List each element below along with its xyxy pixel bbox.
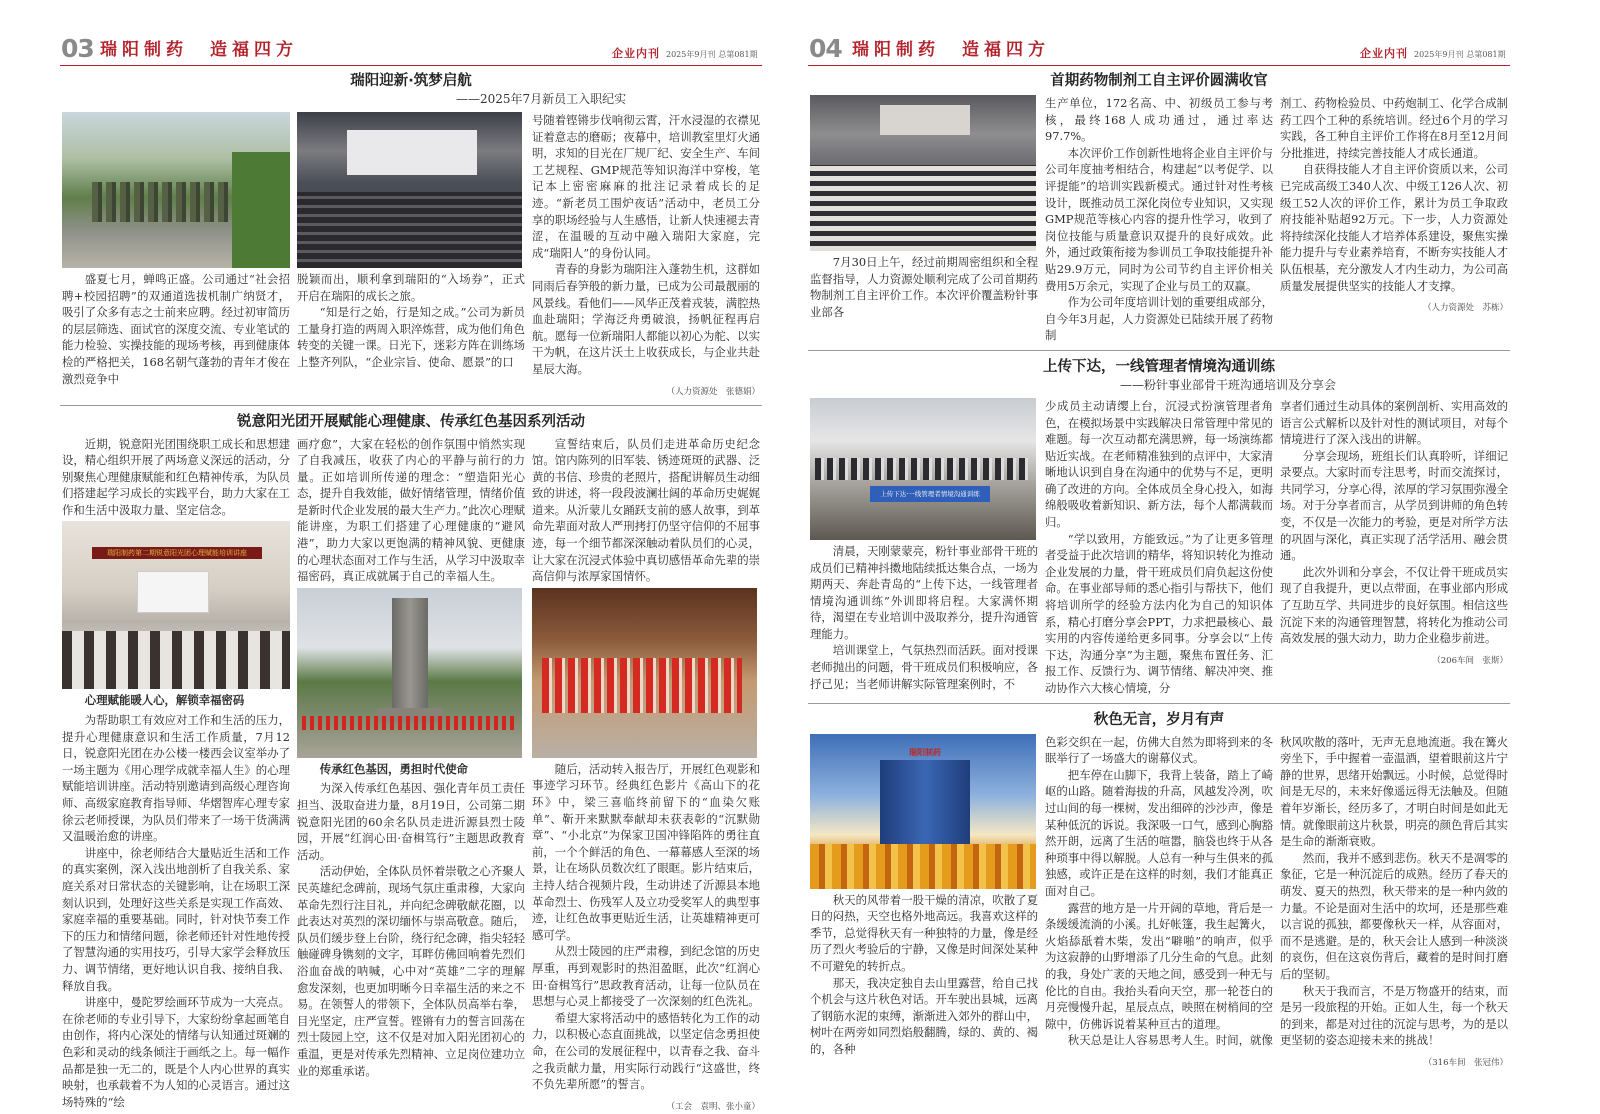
article-column bbox=[297, 780, 525, 1079]
paragraph: 青春的身影为瑞阳注入蓬勃生机，这群如同雨后春笋般的新力量，已成为公司最靓丽的风景线。看他们——风华正茂着戎装，满腔热血赴瑞阳；学海泛舟勇破浪，扬帆征程再启航。愿每一位新瑞阳人都能以初心为舵、以实干为帆，在这片沃土上收获成长，与企业共赴星辰大海。 bbox=[532, 262, 760, 376]
paragraph: 享者们通过生动具体的案例剖析、实用高效的语言公式解析以及针对性的测试项目，对每个情境进行了深入浅出的讲解。 bbox=[1280, 398, 1508, 447]
masthead-brand: 企业内刊 bbox=[1360, 47, 1408, 60]
article-body bbox=[808, 398, 1510, 697]
article-column bbox=[1280, 95, 1508, 294]
article-title: 秋色无言，岁月有声 bbox=[1093, 711, 1225, 728]
photo-banner: 瑞阳制药第二期锐意阳光团心理赋能培训讲座 bbox=[92, 547, 262, 559]
article-column bbox=[1045, 95, 1273, 344]
byline: （206车间 张斯） bbox=[1432, 655, 1508, 666]
byline: （人力资源处 张德娟） bbox=[666, 386, 760, 397]
article-column bbox=[62, 271, 290, 387]
byline: （工会 袁明、张小童） bbox=[666, 1101, 760, 1112]
article-column bbox=[532, 436, 760, 585]
article-column bbox=[1280, 398, 1508, 647]
paragraph: 分享会现场，班组长们认真聆听，详细记录要点。大家时而专注思考，时而交流探讨，共同学习，分享心得，浓厚的学习氛围弥漫全场。对于分享者而言，从学员到讲师的角色转变，不仅是一次能力的考验，更是对所学方法的巩固与深化，真正实现了活学活用、融会贯通。 bbox=[1280, 448, 1508, 563]
header-rule bbox=[60, 65, 762, 67]
paragraph: 秋天于我而言，不是万物盛开的结束，而是另一段旅程的开始。正如人生，每一个秋天的到来，都是对过往的沉淀与思考，为的是以更坚韧的姿态迎接未来的挑战！ bbox=[1280, 983, 1508, 1048]
paragraph: 画疗愈”，大家在轻松的创作氛围中悄然实现了自我减压，收获了内心的平静与前行的力量。正如培训所传递的理念：“塑造阳光心态，提升自我效能，做好情绪管理，情绪价值是新时代企业发展的最大生产力。”此次心理赋能讲座，为职工们搭建了心理健康的“避风港”，助力大家以更饱满的精神风貌、更健康的心理状态面对工作与生活，从学习中汲取幸福密码，真正成就属于自己的幸福人生。 bbox=[297, 436, 525, 584]
paragraph: 秋天总是让人容易思考人生。时间，就像 bbox=[1067, 1033, 1273, 1048]
paragraph: 讲座中，曼陀罗绘画环节成为一大亮点。在徐老师的专业引导下，大家纷纷拿起画笔自由创作，将内心深处的情绪与认知通过斑斓的色彩和灵动的线条倾注于画纸之上。每一幅作品都是独一无二的，既是个人内心世界的真实映射，也承载着不为人知的心灵语言。通过这场特殊的“绘 bbox=[62, 995, 290, 1109]
photo-banner: 上传下达·一线管理者情境沟通训练 bbox=[870, 486, 990, 502]
paragraph: 培训课堂上，气氛热烈而活跃。面对授课老师抛出的问题，骨干班成员们积极响应，各抒己见；当老师讲解实际管理案例时，不 bbox=[810, 643, 1038, 691]
page-04 bbox=[808, 0, 1510, 1070]
article-column bbox=[297, 436, 525, 585]
photo-memorial-hall bbox=[532, 588, 757, 758]
paragraph: 此次外训和分享会，不仅让骨干班成员实现了自我提升，更以点带面，在事业部内形成了互助互学、共同进步的良好氛围。相信这些沉淀下来的沟通管理智慧，将转化为推动公司高效发展的强大动力，助力企业稳步前进。 bbox=[1280, 564, 1508, 646]
paragraph: 为深入传承红色基因、强化青年员工责任担当、汲取奋进力量，8月19日，公司第二期锐意阳光团的60余名队员走进沂源县烈士陵园，开展“红润心田·奋楫笃行”主题思政教育活动。 bbox=[297, 781, 525, 862]
article-column bbox=[62, 436, 290, 519]
paragraph: 少成员主动请缨上台，沉浸式扮演管理者角色，在模拟场景中实践解决日常管理中常见的难题。每一次互动都充满思辨，每一场演练都贴近实战。在老师精准独到的点评中，大家清晰地认识到自身在沟通中的优势与不足，更明确了改进的方向。全体成员全身心投入，如海绵般吸收着新知识、新方法，每个人都满载而归。 bbox=[1045, 398, 1273, 530]
photo-autumn-building bbox=[810, 734, 1036, 889]
article-column bbox=[810, 543, 1038, 692]
paragraph: 把车停在山脚下，我背上装备，踏上了崎岖的山路。随着海拔的升高，风越发冷冽，吹过山间的每一棵树，发出细碎的沙沙声，像是某种低沉的诉说。我深吸一口气，感到心胸豁然开朗，远离了生活的喧嚣，脑袋也终于从各种琐事中得以解脱。人总有一种与生俱来的孤独感，或许正是在这样的时刻，我们才能真正面对自己。 bbox=[1045, 767, 1273, 898]
article-divider bbox=[808, 703, 1510, 704]
header-rule bbox=[808, 65, 1510, 67]
article-column bbox=[1280, 734, 1508, 1049]
photo-training-group bbox=[810, 398, 1036, 540]
article-subtitle: ——2025年7月新员工入职纪实 bbox=[456, 92, 627, 106]
paragraph: 随后，活动转入报告厅，开展红色观影和事迹学习环节。经典红色影片《高山下的花环》中，梁三喜临终前留下的“血染欠账单”、靳开来默默奉献却未获表彰的“沉默勋章”、“小北京”为保家卫国冲锋陷阵的勇往直前，一个个鲜活的角色、一幕幕感人至深的场景，让在场队员数次红了眼眶。影片结束后，主持人结合视频片段，生动讲述了沂源县本地革命烈士、伤残军人及立功受奖军人的典型事迹，让红色故事更贴近生活，让英雄精神更可感可学。 bbox=[532, 761, 760, 942]
section-heading: 传承红色基因，勇担时代使命 bbox=[319, 761, 468, 776]
paragraph: “知是行之始，行是知之成。”公司为新员工量身打造的两周入职淬炼营，成为他们角色转变的关键一课。日光下，迷彩方阵在训练场上整齐列队，“企业宗旨、使命、愿景”的口 bbox=[297, 305, 525, 369]
photo-sign: 瑞阳制药 bbox=[909, 746, 941, 757]
page-03 bbox=[60, 0, 762, 1114]
byline: （人力资源处 苏栋） bbox=[1422, 303, 1508, 314]
article-title: 瑞阳迎新·筑梦启航 bbox=[350, 73, 472, 89]
page-number: 04 bbox=[809, 34, 842, 63]
photo-military-training bbox=[62, 112, 290, 268]
article-title: 锐意阳光团开展赋能心理健康、传承红色基因系列活动 bbox=[237, 413, 585, 430]
masthead-slogan: 瑞阳制药 造福四方 bbox=[852, 40, 1050, 60]
page-header bbox=[808, 0, 1510, 66]
article-divider bbox=[60, 405, 762, 406]
section-heading: 心理赋能暖人心，解锁幸福密码 bbox=[84, 693, 245, 708]
paragraph: 自获得技能人才自主评价资质以来，公司已完成高级工340人次、中级工126人次、初级工52人次的评价工作，累计为员工争取政府技能补贴超92万元。下一步，人力资源处将持续深化技能人才培养体系建设，聚焦实操能力提升与专业素养培育，不断夯实技能人才队伍根基，充分激发人才内生动力，为公司高质量发展提供坚实的技能人才支撑。 bbox=[1280, 162, 1508, 293]
article-title: 上传下达，一线管理者情境沟通训练 bbox=[1043, 358, 1275, 375]
photo-martyrs-monument bbox=[297, 588, 522, 758]
page-header bbox=[60, 0, 762, 66]
paragraph: 希望大家将活动中的感悟转化为工作的动力，以积极心态直面挑战，以坚定信念勇担使命，在公司的发展征程中，以青春之我、奋斗之我贡献力量，用实际行动践行“这盛世，终不负先辈所愿”的誓言。 bbox=[532, 1010, 760, 1092]
article-column bbox=[810, 892, 1038, 1058]
masthead-issue: 企业内刊 2025年9月刊 总第081期 bbox=[612, 47, 758, 60]
article-body bbox=[808, 95, 1510, 344]
paragraph: 本次评价工作创新性地将企业自主评价与公司年度抽考相结合，构建起“以考促学、以评提能”的培训实践新模式。通过针对性考核设计，既推动员工深化岗位专业知识，又实现GMP规范等核心内容的提升性学习，收到了岗位技能与质量意识双提升的良好成效。此外，通过政策衔接为参训员工争取技能提升补贴29.9万元，同时为公司节约自主评价相关费用5万余元，实现了企业与员工的双赢。 bbox=[1045, 145, 1273, 293]
article-column bbox=[297, 271, 525, 371]
paragraph: 宣誓结束后，队员们走进革命历史纪念馆。馆内陈列的旧军装、锈迹斑斑的武器、泛黄的书信、珍贵的老照片，搭配讲解员生动细致的讲述，将一段段波澜壮阔的革命历史娓娓道来。从沂蒙儿女踊跃支前的感人故事，到革命先辈面对敌人严刑拷打仍坚守信仰的不屈事迹，每一个细节都深深触动着队员们的心灵，让大家在沉浸式体验中真切感悟革命先辈的崇高信仰与浓厚家国情怀。 bbox=[532, 436, 760, 584]
paragraph: 清晨，天刚蒙蒙亮，粉针事业部骨干班的成员们已精神抖擞地陆续抵达集合点，一场为期两天、奔赴青岛的“上传下达，一线管理者情境沟通训练”外训即将启程。大家满怀期待，渴望在专业培训中汲取养分，提升沟通管理能力。 bbox=[810, 543, 1038, 641]
paragraph: 作为公司年度培训计划的重要组成部分，自今年3月起，人力资源处已陆续开展了药物制 bbox=[1045, 295, 1273, 343]
article-column bbox=[1045, 734, 1273, 1049]
article-column bbox=[810, 254, 1038, 320]
byline: （316车间 张冠伟） bbox=[1423, 1057, 1508, 1068]
masthead-brand: 企业内刊 bbox=[612, 47, 660, 60]
page-number: 03 bbox=[61, 34, 94, 63]
paragraph: 脱颖而出，顺利拿到瑞阳的“入场券”，正式开启在瑞阳的成长之旅。 bbox=[297, 272, 525, 303]
paragraph: 露营的地方是一片开阔的草地，背后是一条缓缓流淌的小溪。扎好帐篷，我生起篝火，火焰舔舐着木柴，发出“噼啪”的响声，似乎为这寂静的山野增添了几分生命的气息。此刻的我，身处广袤的天地之间，感受到一种无与伦比的自由。我抬头看向天空，那一轮苍白的月亮慢慢升起，星辰点点，映照在树梢间的空隙中，仿佛诉说着某种亘古的道理。 bbox=[1045, 900, 1273, 1031]
paragraph: 活动伊始，全体队员怀着崇敬之心齐聚人民英雄纪念碑前，现场气氛庄重肃穆，大家向革命先烈行注目礼，并向纪念碑敬献花圈，以此表达对英烈的深切缅怀与崇高敬意。随后，队员们缓步登上台阶，绕行纪念碑，指尖轻轻触碰碑身镌刻的文字，耳畔仿佛回响着先烈们浴血奋战的呐喊，心中对“英雄”二字的理解愈发深刻，也更加明晰今日幸福生活的来之不易。在领誓人的带领下，全体队员高举右拳，目光坚定，庄严宣誓。铿锵有力的誓言回荡在烈士陵园上空，这不仅是对加入阳光团初心的重温，更是对传承先烈精神、立足岗位建功立业的郑重承诺。 bbox=[297, 864, 525, 1078]
article-title: 首期药物制剂工自主评价圆满收官 bbox=[1050, 73, 1268, 89]
article-subtitle: ——粉针事业部骨干班沟通培训及分享会 bbox=[1120, 377, 1337, 392]
article-divider bbox=[808, 350, 1510, 351]
article-column bbox=[1045, 398, 1273, 697]
article-column bbox=[62, 712, 290, 1110]
paragraph: 色彩交织在一起，仿佛大自然为即将到来的冬眠举行了一场盛大的谢幕仪式。 bbox=[1045, 734, 1273, 766]
paragraph: 近期，锐意阳光团围绕职工成长和思想建设，精心组织开展了两场意义深远的活动，分别聚焦心理健康赋能和红色精神传承，为队员们搭建起学习成长的实践平台，助力大家在工作和生活中汲取力量、坚定信念。 bbox=[62, 436, 290, 517]
paragraph: “学以致用，方能致远。”为了让更多管理者受益于此次培训的精华，将知识转化为推动企业发展的力量，骨干班成员们肩负起这份使命。在事业部导师的悉心指引与帮扶下，他们将培训所学的经验方法内化为自己的知识体系，精心打磨分享会PPT，力求把最核心、最实用的内容传递给更多同事。分享会以“上传下达，沟通分享”为主题，聚焦布置任务、汇报工作、反馈行为、调节情绪、解决冲突、推动协作六大核心情境，分 bbox=[1045, 531, 1273, 695]
photo-evaluation-hall bbox=[810, 95, 1036, 251]
paragraph: 那天，我决定独自去山里露营，给自己找个机会与这片秋色对话。开车驶出县城，远离了钢筋水泥的束缚，渐渐进入郊外的群山中，树叶在两旁如同烈焰般翻腾，绿的、黄的、褐的，各种 bbox=[810, 975, 1038, 1056]
paragraph: 然而，我并不感到悲伤。秋天不是凋零的象征，它是一种沉淀后的成熟。经历了春天的萌发、夏天的热烈，秋天带来的是一种内敛的力量。不论是面对生活中的坎坷，还是那些难以言说的孤独，都要像秋天一样，从容面对，而不是逃避。是的，秋天会让人感到一种淡淡的哀伤，但在这哀伤背后，藏着的是时间打磨后的坚韧。 bbox=[1280, 850, 1508, 981]
article-column bbox=[532, 112, 760, 378]
paragraph: 讲座中，徐老师结合大量贴近生活和工作的真实案例，深入浅出地剖析了自我关系、家庭关系对日常状态的关键影响，让在场职工深刻认识到，处理好这些关系是实现工作高效、家庭幸福的重要基础。同时，针对快节奏工作下的压力和情绪问题，徐老师还针对性地传授了智慧沟通的实用技巧，引导大家学会释放压力、调节情绪，更好地认识自我、接纳自我、释放自我。 bbox=[62, 845, 290, 993]
paragraph: 剂工、药物检验员、中药炮制工、化学合成制药工四个工种的系统培训。经过6个月的学习实践，各工种自主评价工作将在8月至12月间分批推进，持续完善技能人才成长通道。 bbox=[1280, 96, 1508, 160]
masthead-issue: 企业内刊 2025年9月刊 总第081期 bbox=[1360, 47, 1506, 60]
paragraph: 秋风吹散的落叶，无声无息地流逝。我在篝火旁坐下，手中握着一壶温酒，望着眼前这片宁静的世界，思绪开始飘远。小时候，总觉得时间是无尽的，未来好像遥远得无法触及。但随着年岁渐长，经历多了，才明白时间是如此无情。就像眼前这片秋景，明亮的颜色背后其实是生命的渐渐衰败。 bbox=[1280, 734, 1508, 849]
article-column bbox=[532, 761, 760, 1093]
paragraph: 从烈士陵园的庄严肃穆，到纪念馆的历史厚重，再到观影时的热泪盈眶，此次“红润心田·奋楫笃行”思政教育活动，让每一位队员在思想与心灵上都接受了一次深刻的红色洗礼。 bbox=[532, 944, 760, 1009]
photo-orientation-auditorium bbox=[297, 112, 522, 268]
paragraph: 7月30日上午，经过前期周密组织和全程监督指导，人力资源处顺利完成了公司首期药物制剂工自主评价工作。本次评价覆盖粉针事业部各 bbox=[810, 255, 1038, 319]
paragraph: 秋天的风带着一股干燥的清凉，吹散了夏日的闷热，天空也格外地高远。我喜欢这样的季节，总觉得秋天有一种独特的力量，像是经历了烈火考验后的宁静，又像是时间深处某种不可避免的转折点。 bbox=[810, 892, 1038, 973]
photo-psychology-lecture bbox=[62, 521, 290, 689]
article-body bbox=[808, 734, 1510, 1070]
masthead-slogan: 瑞阳制药 造福四方 bbox=[100, 40, 298, 60]
paragraph: 盛夏七月，蝉鸣正盛。公司通过“社会招聘+校园招聘”的双通道选拔机制广纳贤才，吸引了众多有志之士前来应聘。经过初审简历的层层筛选、面试官的深度交流、专业笔试的能力检验、实操技能的现场考核，再到健康体检的严格把关，168名朝气蓬勃的青年才俊在激烈竞争中 bbox=[62, 272, 290, 386]
article-body bbox=[60, 112, 762, 399]
article-body bbox=[60, 436, 762, 1114]
paragraph: 号随着铿锵步伐响彻云霄，汗水浸湿的衣襟见证着意志的磨砺；夜幕中，培训教室里灯火通明，求知的目光在厂规厂纪、安全生产、车间工艺规程、GMP规范等知识海洋中穿梭，笔记本上密密麻麻的批注记录着成长的足迹。“新老员工围炉夜话”活动中，老员工分享的职场经验与人生感悟，让新人快速褪去青涩，在温暖的互动中融入瑞阳大家庭，完成“瑞阳人”的身份认同。 bbox=[532, 113, 760, 260]
paragraph: 为帮助职工有效应对工作和生活的压力，提升心理健康意识和生活工作质量，7月12日，锐意阳光团在办公楼一楼西会议室举办了一场主题为《用心理学成就幸福人生》的心理赋能培训讲座。活动特别邀请到高级心理咨询师、高级家庭教育指导师、华熠智库心理专家徐云老师授课，为队员们带来了一场干货满满又温暖治愈的讲座。 bbox=[62, 713, 290, 844]
paragraph: 生产单位，172名高、中、初级员工参与考核，最终168人成功通过，通过率达97.7%。 bbox=[1045, 96, 1273, 144]
